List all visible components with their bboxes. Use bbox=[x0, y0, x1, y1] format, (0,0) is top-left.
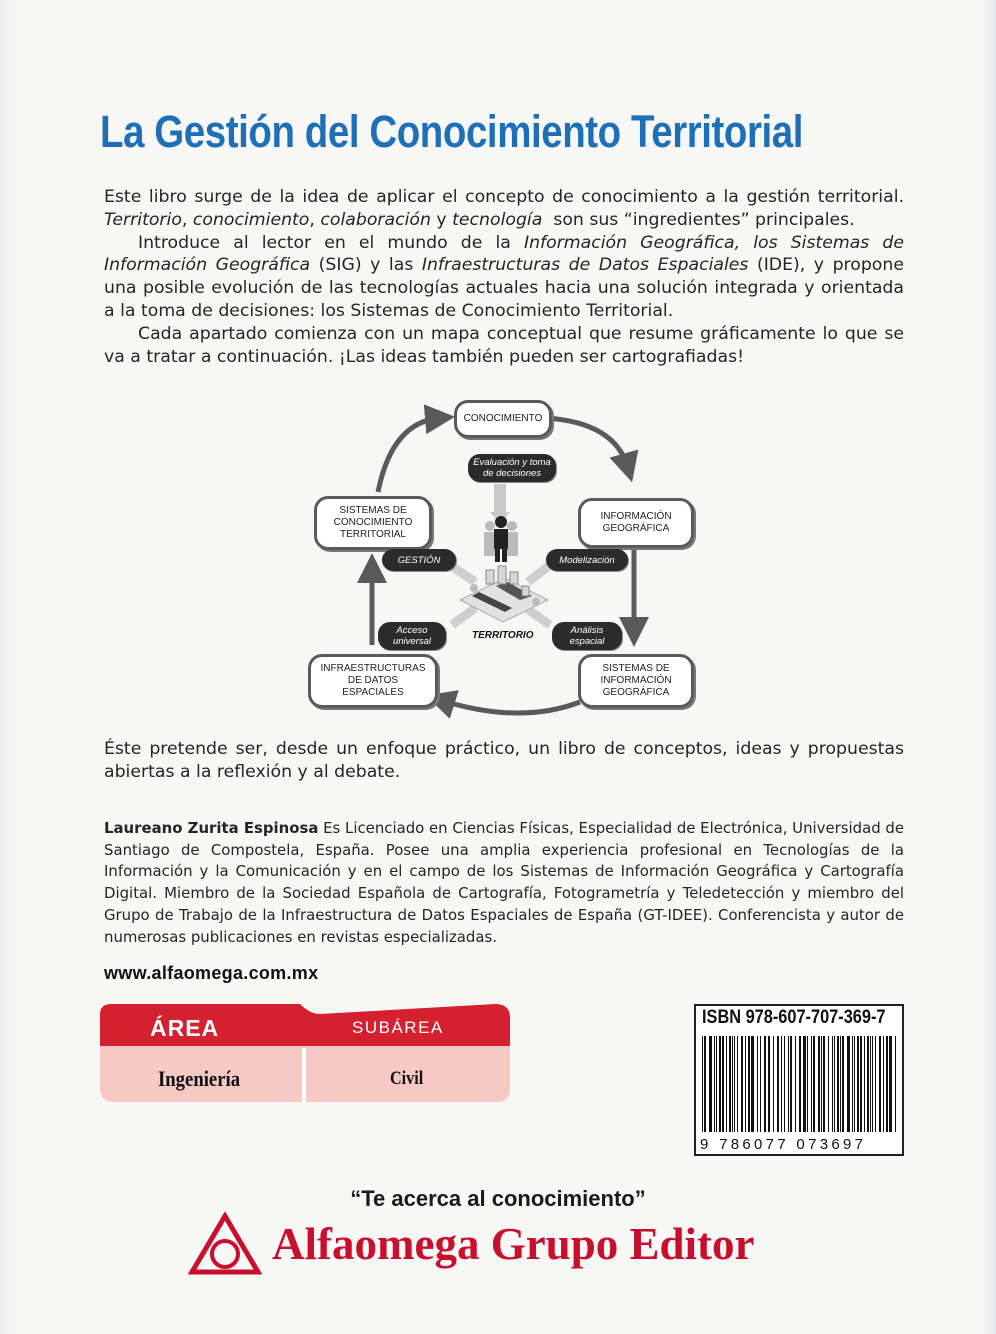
barcode-bar bbox=[883, 1036, 884, 1132]
barcode-bar bbox=[852, 1036, 853, 1132]
barcode-icon bbox=[696, 1032, 902, 1138]
term-tecnologia: tecnología bbox=[452, 209, 543, 230]
arrow-sct-conocimiento bbox=[378, 418, 440, 492]
barcode-bar bbox=[842, 1036, 844, 1132]
barcode-bar bbox=[781, 1036, 782, 1132]
term-colaboracion: colaboración bbox=[320, 209, 431, 230]
alfaomega-logo-icon bbox=[188, 1212, 262, 1276]
inner-arrow-right bbox=[528, 565, 550, 582]
barcode-bar bbox=[702, 1036, 703, 1132]
barcode-bar bbox=[745, 1036, 746, 1132]
barcode-bar bbox=[832, 1036, 833, 1132]
barcode-bar bbox=[860, 1036, 862, 1132]
closing-text: Éste pretende ser, desde un enfoque práctico, un libro de conceptos, ideas y propuestas abiertas a la reflexión y al debate. bbox=[104, 739, 904, 782]
intro-paragraph-1: Este libro surge de la idea de aplicar el concepto de conocimiento a la gestión territorial. Territorio, conocimiento, colaboración y tecnología son sus “ingredientes” principales. bbox=[104, 187, 904, 230]
author-bio bbox=[104, 818, 904, 948]
barcode-bar bbox=[704, 1036, 706, 1132]
barcode-bar bbox=[795, 1036, 796, 1132]
concept-diagram bbox=[300, 400, 700, 730]
process-gestion: GESTIÓN bbox=[382, 549, 456, 571]
node-informacion-geografica: INFORMACIÓN GEOGRÁFICA bbox=[578, 498, 694, 548]
website-link[interactable]: www.alfaomega.com.mx bbox=[104, 963, 319, 983]
process-modelizacion: Modelización bbox=[546, 549, 628, 571]
author-description: Es Licenciado en Ciencias Físicas, Especialidad de Electrónica, Universidad de Santiago de Compostela, España. Posee una amplia experiencia profesional en Tecnologías de la Información y la Comunicación y en el campo de los Sistemas de Información Geográfica y Cartografía Digital. Miembro de la Sociedad Española de Cartografía, Fotogrametría y Teledetección y miembro del Grupo de Trabajo de la Infraestructura de Datos Espaciales de España (GT-IDEE). Conferencista y autor de numerosas publicaciones en revistas especializadas. bbox=[104, 819, 905, 946]
barcode-bar bbox=[757, 1036, 758, 1132]
barcode-bar bbox=[818, 1036, 820, 1132]
inner-arrow-bottom-left bbox=[452, 608, 475, 625]
barcode-bar bbox=[847, 1036, 850, 1132]
isbn-number: ISBN 978-607-707-369-7 bbox=[702, 1007, 886, 1028]
term-territorio: Territorio bbox=[104, 209, 182, 230]
node-infraestructuras-datos-espaciales: INFRAESTRUCTURAS DE DATOS ESPACIALES bbox=[308, 654, 438, 708]
barcode-bar bbox=[748, 1036, 750, 1132]
scan-edge-left bbox=[0, 0, 18, 1334]
barcode-digits: 9 786077 073697 bbox=[700, 1136, 867, 1153]
barcode-bar bbox=[716, 1036, 717, 1132]
barcode-bar bbox=[784, 1036, 785, 1132]
process-evaluacion: Evaluación y toma de decisiones bbox=[468, 454, 556, 482]
process-acceso-universal: Acceso universal bbox=[378, 622, 446, 650]
subarea-label: SUBÁREA bbox=[352, 1018, 444, 1037]
barcode-bar bbox=[764, 1036, 766, 1132]
barcode-bar bbox=[864, 1036, 865, 1132]
barcode-bar bbox=[788, 1036, 789, 1132]
node-sistemas-informacion-geografica: SISTEMAS DE INFORMACIÓN GEOGRÁFICA bbox=[578, 654, 694, 708]
barcode-bar bbox=[828, 1036, 829, 1132]
barcode-bar bbox=[760, 1036, 761, 1132]
inner-arrow-bottom-right bbox=[526, 608, 550, 625]
barcode-bar bbox=[803, 1036, 806, 1132]
barcode-bar bbox=[879, 1036, 881, 1132]
barcode-bar bbox=[872, 1036, 873, 1132]
process-analisis-espacial: Análisis espacial bbox=[552, 622, 622, 650]
barcode-bar bbox=[821, 1036, 822, 1132]
barcode-bar bbox=[726, 1036, 727, 1132]
barcode-bar bbox=[867, 1036, 869, 1132]
barcode-bar bbox=[834, 1036, 835, 1132]
barcode-bar bbox=[811, 1036, 812, 1132]
barcode-bar bbox=[741, 1036, 743, 1132]
inner-arrow-left bbox=[450, 565, 475, 582]
barcode-bar bbox=[895, 1036, 896, 1132]
slogan: “Te acerca al conocimiento” bbox=[350, 1186, 646, 1211]
barcode-bar bbox=[889, 1036, 892, 1132]
barcode-bar bbox=[719, 1036, 721, 1132]
arrow-conocimiento-informacion bbox=[545, 418, 628, 468]
territorio-label: TERRITORIO bbox=[472, 630, 534, 641]
isbn-barcode-box bbox=[694, 1004, 904, 1156]
barcode-bar bbox=[857, 1036, 859, 1132]
intro-paragraph-3: Cada apartado comienza con un mapa conceptual que resume gráficamente lo que se va a tratar a continuación. ¡Las ideas también pueden ser cartografiadas! bbox=[104, 323, 904, 367]
book-title: La Gestión del Conocimiento Territorial bbox=[100, 106, 804, 157]
barcode-bar bbox=[734, 1036, 735, 1132]
barcode-bar bbox=[729, 1036, 731, 1132]
barcode-bar bbox=[737, 1036, 738, 1132]
term-conocimiento: conocimiento bbox=[192, 209, 310, 230]
area-label: ÁREA bbox=[150, 1015, 220, 1041]
barcode-bar bbox=[714, 1036, 715, 1132]
barcode-bar bbox=[709, 1036, 712, 1132]
barcode-bar bbox=[773, 1036, 774, 1132]
barcode-bar bbox=[790, 1036, 792, 1132]
barcode-bar bbox=[722, 1036, 724, 1132]
barcode-bar bbox=[813, 1036, 815, 1132]
barcode-bar bbox=[870, 1036, 871, 1132]
people-icon bbox=[484, 516, 518, 562]
barcode-bar bbox=[837, 1036, 839, 1132]
barcode-bar bbox=[840, 1036, 841, 1132]
classification-box bbox=[100, 1002, 512, 1104]
barcode-bar bbox=[768, 1036, 770, 1132]
barcode-bar bbox=[777, 1036, 779, 1132]
intro-text bbox=[104, 186, 904, 368]
barcode-bar bbox=[823, 1036, 825, 1132]
barcode-bar bbox=[875, 1036, 876, 1132]
barcode-bar bbox=[732, 1036, 733, 1132]
barcode-bar bbox=[751, 1036, 754, 1132]
barcode-bar bbox=[886, 1036, 888, 1132]
arrow-sig-ide bbox=[440, 700, 580, 713]
barcode-bar bbox=[799, 1036, 801, 1132]
barcode-bar bbox=[807, 1036, 808, 1132]
area-value: Ingeniería bbox=[158, 1066, 241, 1091]
scan-edge-right bbox=[982, 0, 996, 1334]
intro-paragraph-2: Introduce al lector en el mundo de la Información Geográfica, los Sistemas de Información Geográfica (SIG) y las Infraestructuras de Datos Espaciales (IDE), y propone una posible evolución de las tecnologías actuales hacia una solución integrada y orientada a la toma de decisiones: los Sistemas de Conocimiento Territorial. bbox=[104, 232, 905, 321]
publisher-name: Alfaomega Grupo Editor bbox=[272, 1219, 755, 1269]
node-sistemas-conocimiento-territorial: SISTEMAS DE CONOCIMIENTO TERRITORIAL bbox=[314, 496, 432, 550]
node-conocimiento: CONOCIMIENTO bbox=[454, 400, 552, 438]
author-name: Laureano Zurita Espinosa bbox=[104, 819, 319, 837]
barcode-bar bbox=[854, 1036, 855, 1132]
subarea-value: Civil bbox=[390, 1068, 424, 1089]
